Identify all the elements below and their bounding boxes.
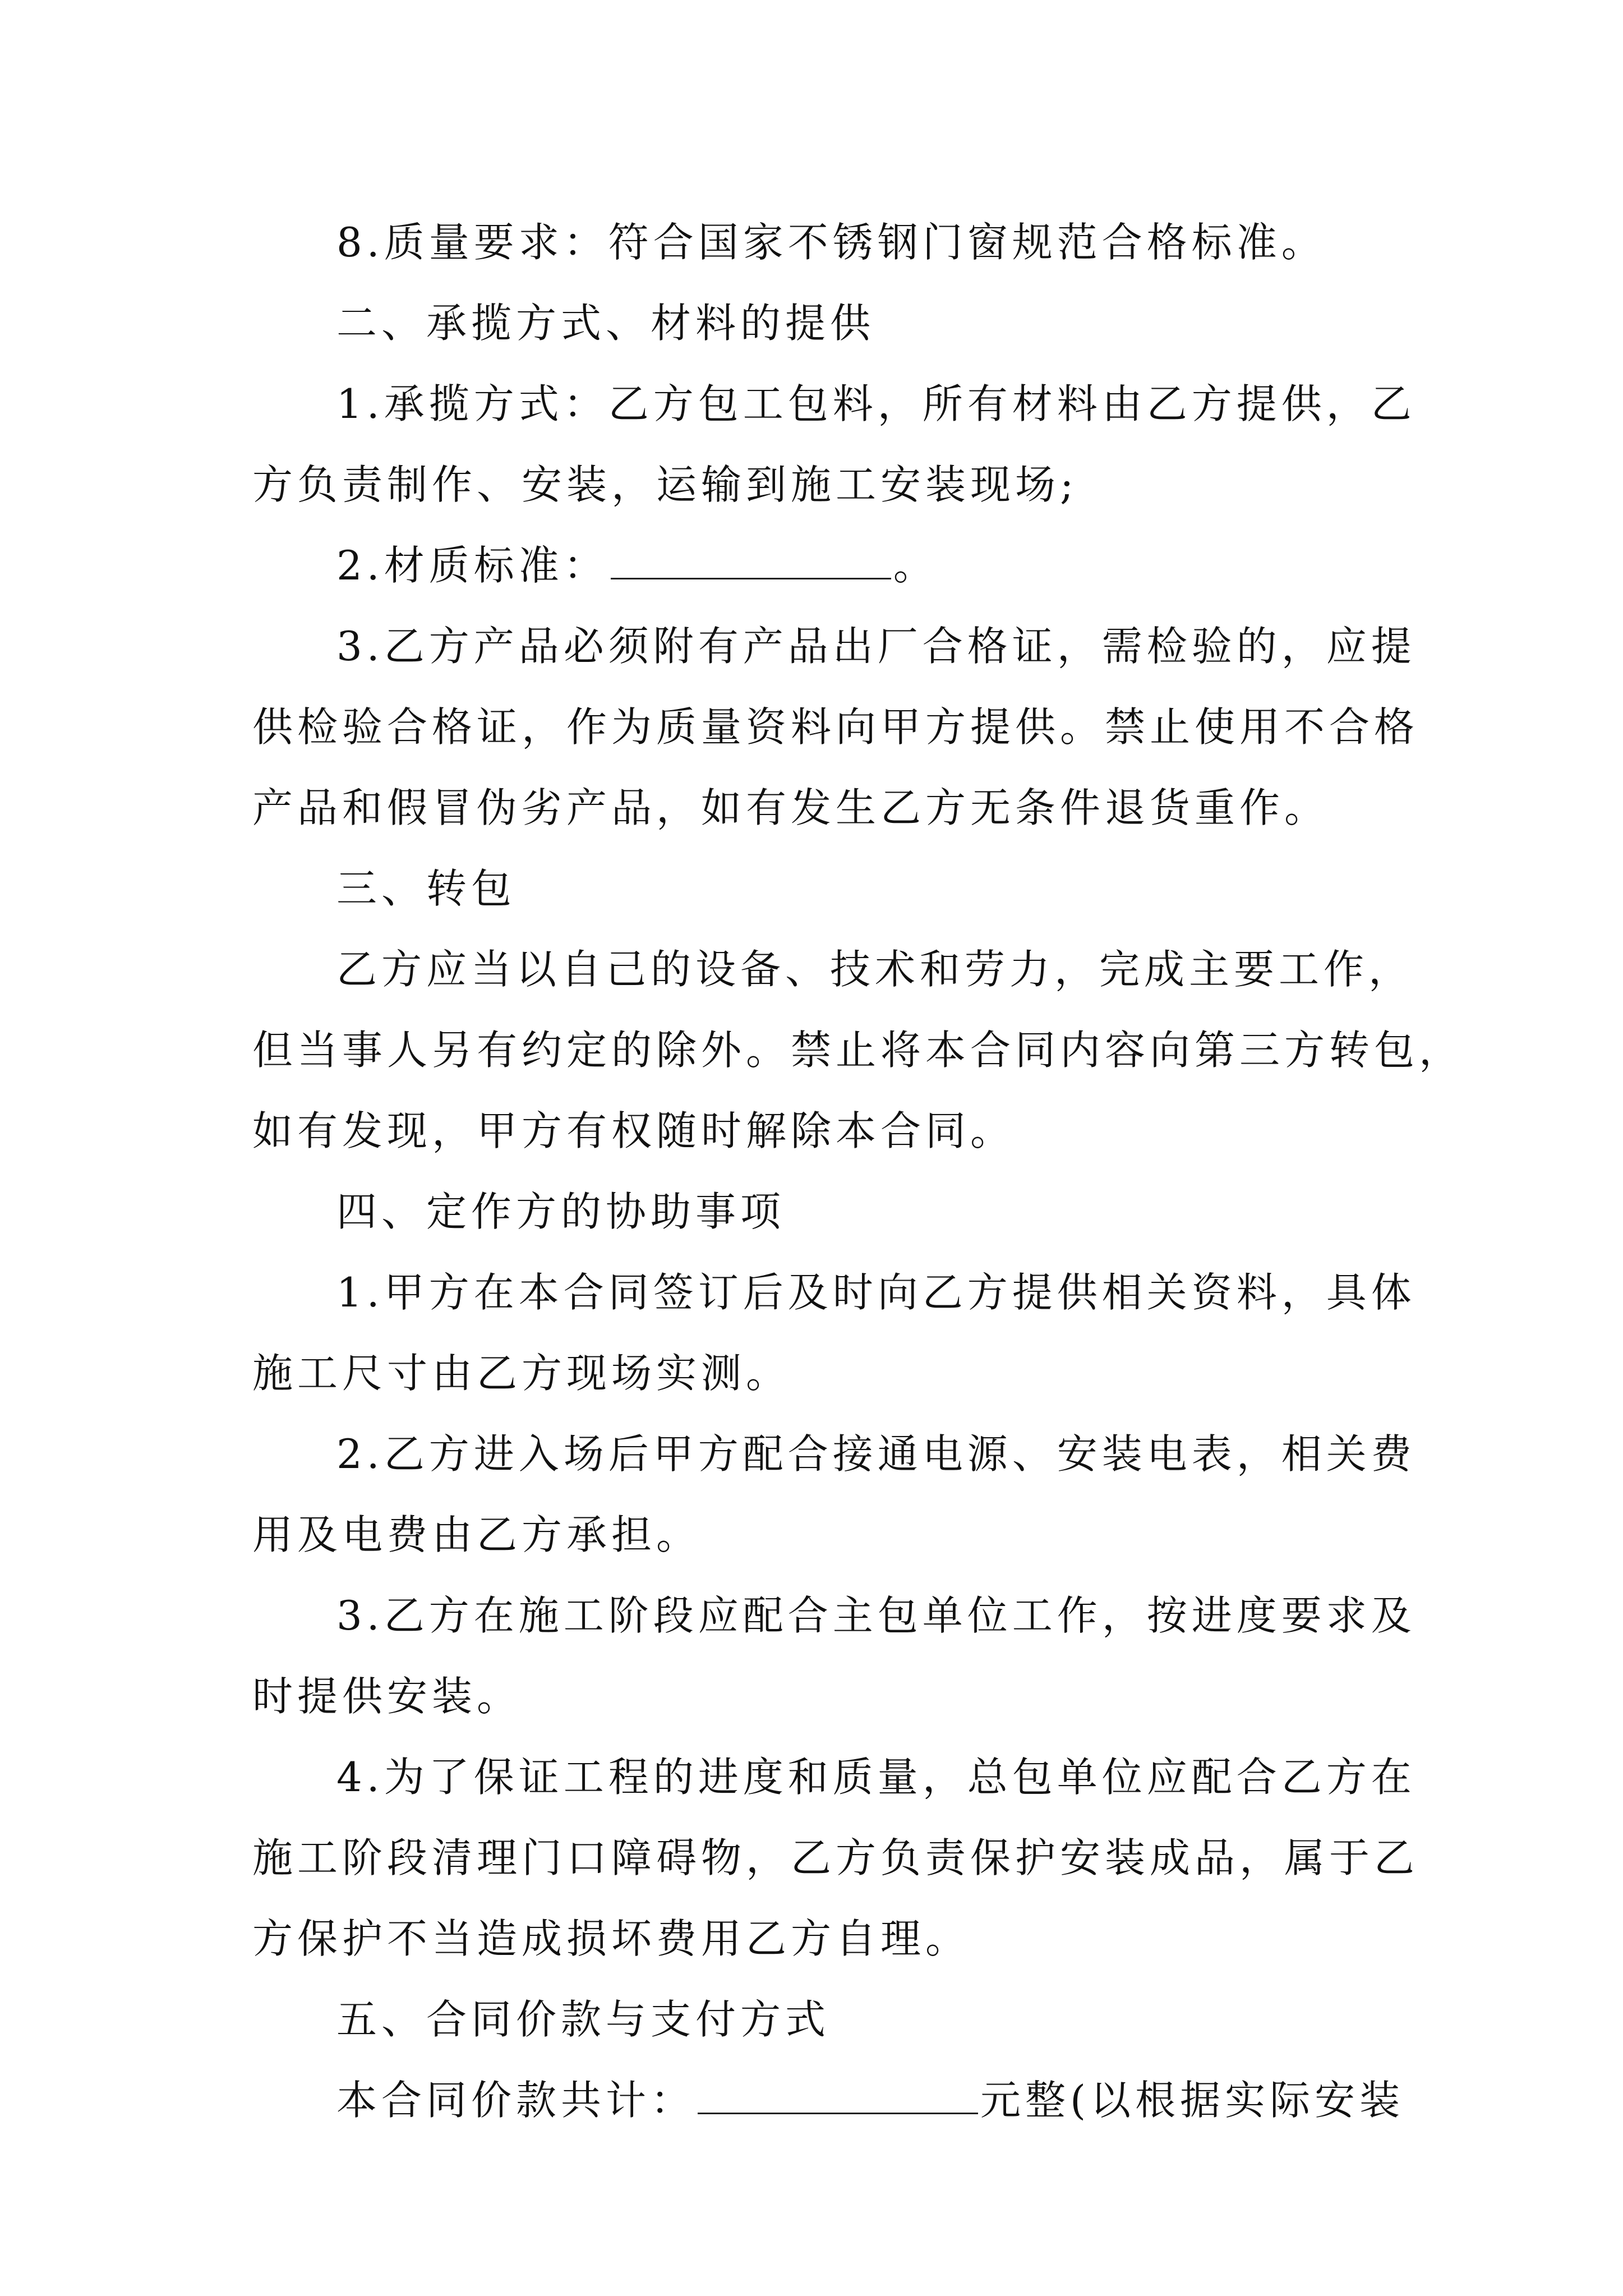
contract-price-label: 本合同价款共计： <box>336 2077 696 2124</box>
clause-certificate-line-1: 3.乙方产品必须附有产品出厂合格证，需检验的，应提 <box>336 623 1416 670</box>
material-standard-label: 2.材质标准： <box>336 542 608 589</box>
assistance-4-line-2: 施工阶段清理门口障碍物，乙方负责保护安装成品，属于乙 <box>252 1834 1419 1881</box>
material-standard-end: 。 <box>893 542 938 589</box>
material-standard-blank <box>611 543 891 579</box>
assistance-1-line-2: 施工尺寸由乙方现场实测。 <box>252 1350 791 1397</box>
section-heading-price-payment: 五、合同价款与支付方式 <box>336 1996 831 2043</box>
assistance-2-line-2: 用及电费由乙方承担。 <box>252 1511 702 1558</box>
clause-certificate-line-2: 供检验合格证，作为质量资料向甲方提供。禁止使用不合格 <box>252 703 1419 751</box>
section-heading-subcontract: 三、转包 <box>336 865 517 912</box>
clause-material-standard <box>252 525 1385 606</box>
assistance-3-line-1: 3.乙方在施工阶段应配合主包单位工作，按进度要求及 <box>336 1592 1416 1639</box>
contract-price-suffix: 元整(以根据实际安装 <box>980 2077 1405 2124</box>
clause-contracting-method-line-2: 方负责制作、安装，运输到施工安装现场; <box>252 461 1078 508</box>
assistance-3-line-2: 时提供安装。 <box>252 1673 522 1720</box>
section-heading-contracting-method: 二、承揽方式、材料的提供 <box>336 300 875 347</box>
assistance-1-line-1: 1.甲方在本合同签订后及时向乙方提供相关资料，具体 <box>336 1269 1416 1316</box>
clause-contracting-method-line-1: 1.承揽方式：乙方包工包料，所有材料由乙方提供，乙 <box>336 380 1416 427</box>
document-page <box>252 202 1464 2141</box>
section-heading-assistance: 四、定作方的协助事项 <box>336 1188 786 1235</box>
contract-price-blank <box>698 2078 978 2114</box>
assistance-2-line-1: 2.乙方进入场后甲方配合接通电源、安装电表，相关费 <box>336 1430 1416 1478</box>
contract-price-line <box>252 2060 1405 2141</box>
assistance-4-line-3: 方保护不当造成损坏费用乙方自理。 <box>252 1915 971 1962</box>
clause-certificate-line-3: 产品和假冒伪劣产品，如有发生乙方无条件退货重作。 <box>252 784 1330 831</box>
subcontract-line-2: 但当事人另有约定的除外。禁止将本合同内容向第三方转包， <box>252 1027 1464 1074</box>
quality-requirement-line: 8.质量要求：符合国家不锈钢门窗规范合格标准。 <box>336 219 1326 266</box>
subcontract-line-1: 乙方应当以自己的设备、技术和劳力，完成主要工作， <box>336 946 1414 993</box>
subcontract-line-3: 如有发现，甲方有权随时解除本合同。 <box>252 1107 1016 1154</box>
assistance-4-line-1: 4.为了保证工程的进度和质量，总包单位应配合乙方在 <box>336 1754 1416 1801</box>
